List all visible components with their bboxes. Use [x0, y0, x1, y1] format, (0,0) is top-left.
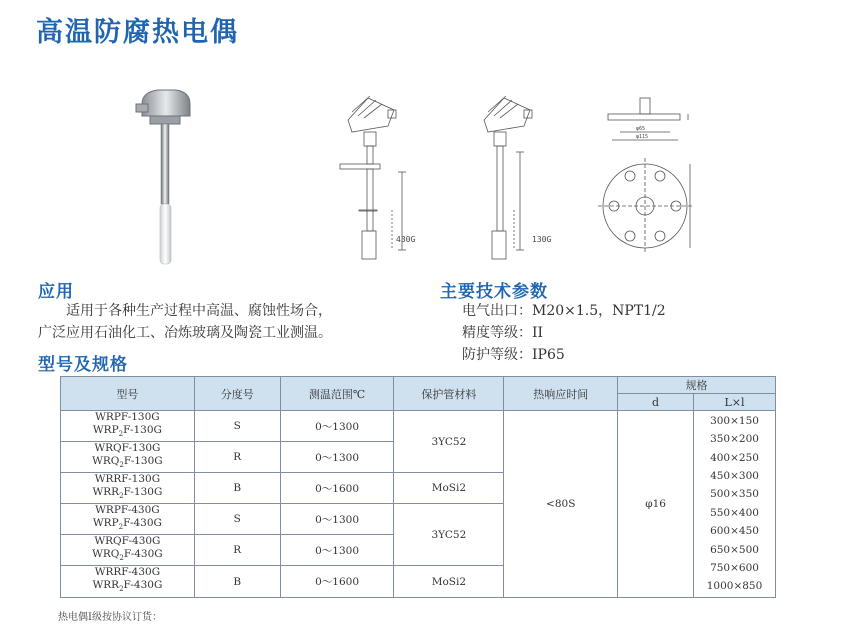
- range-cell: 0～1300: [280, 442, 394, 473]
- param-protection-class: 防护等级：IP65: [462, 347, 565, 363]
- index-cell: S: [194, 504, 280, 535]
- footnote: 热电偶I级按协议订货：: [58, 612, 162, 623]
- thermocouple-photo: [128, 82, 208, 267]
- header-model: 型号: [61, 377, 195, 411]
- sizes-cell: [694, 411, 776, 598]
- index-cell: B: [194, 566, 280, 597]
- model-cell: WRPF-130G $WRP_2F-130G$: [61, 411, 195, 442]
- index-cell: R: [194, 535, 280, 566]
- header-material: 保护管材料: [394, 377, 504, 411]
- application-line-2: 广泛应用石油化工、冶炼玻璃及陶瓷工业测温。: [38, 325, 332, 341]
- size-item: 600×450: [710, 525, 759, 538]
- application-line-1: 适用于各种生产过程中高温、腐蚀性场合，: [66, 303, 332, 319]
- index-cell: S: [194, 411, 280, 442]
- model-cell: WRRF-130G $WRR_2F-130G$: [61, 473, 195, 504]
- range-cell: 0～1600: [280, 473, 394, 504]
- range-cell: 0～1600: [280, 566, 394, 597]
- param-electrical-outlet: 电气出口：M20×1.5，NPT1/2: [462, 303, 666, 319]
- model-spec-heading: 型号及规格: [38, 355, 128, 375]
- diameter-cell: φ16: [618, 411, 694, 598]
- tech-params-list: [462, 300, 666, 366]
- param-accuracy-class: 精度等级：II: [462, 325, 544, 341]
- index-cell: R: [194, 442, 280, 473]
- header-response: 热响应时间: [504, 377, 618, 411]
- material-cell: MoSi2: [394, 473, 504, 504]
- drawing-130g: [470, 92, 560, 264]
- model-cell: WRQF-130G $WRQ_2F-130G$: [61, 442, 195, 473]
- header-range: 测温范围℃: [280, 377, 394, 411]
- material-cell: 3YC52: [394, 411, 504, 473]
- flange-dim-115: φ115: [636, 134, 649, 140]
- size-item: 450×300: [710, 470, 759, 482]
- size-item: 1000×850: [706, 580, 763, 593]
- table-row: [61, 411, 776, 442]
- label-430g: 430G: [396, 235, 416, 244]
- drawing-430g: [330, 92, 430, 264]
- application-heading: 应用: [38, 282, 74, 302]
- range-cell: 0～1300: [280, 535, 394, 566]
- tech-params-heading: 主要技术参数: [440, 282, 548, 302]
- size-item: 550×400: [710, 506, 759, 519]
- model-cell: WRPF-430G $WRP_2F-430G$: [61, 504, 195, 535]
- application-text: [38, 300, 332, 344]
- model-cell: WRQF-430G $WRQ_2F-430G$: [61, 535, 195, 566]
- model-cell: WRRF-430G $WRR_2F-430G$: [61, 566, 195, 597]
- size-item: 500×350: [710, 488, 759, 501]
- range-cell: 0～1300: [280, 504, 394, 535]
- size-item: 400×250: [710, 451, 759, 464]
- index-cell: B: [194, 473, 280, 504]
- size-item: 350×200: [710, 433, 759, 446]
- flange-drawing: [590, 96, 700, 258]
- flange-dim-65: φ65: [636, 126, 646, 132]
- spec-table: [60, 376, 776, 598]
- material-cell: 3YC52: [394, 504, 504, 566]
- header-d: d: [618, 394, 694, 411]
- page-title: 高温防腐热电偶: [36, 17, 239, 48]
- size-item: 750×600: [710, 561, 759, 574]
- header-lxl: L×l: [694, 394, 776, 411]
- material-cell: MoSi2: [394, 566, 504, 597]
- response-time-cell: <80S: [504, 411, 618, 598]
- header-index: 分度号: [194, 377, 280, 411]
- size-item: 300×150: [710, 414, 759, 427]
- size-item: 650×500: [710, 543, 759, 556]
- header-spec: 规格: [618, 377, 776, 394]
- range-cell: 0～1300: [280, 411, 394, 442]
- label-130g: 130G: [532, 235, 552, 244]
